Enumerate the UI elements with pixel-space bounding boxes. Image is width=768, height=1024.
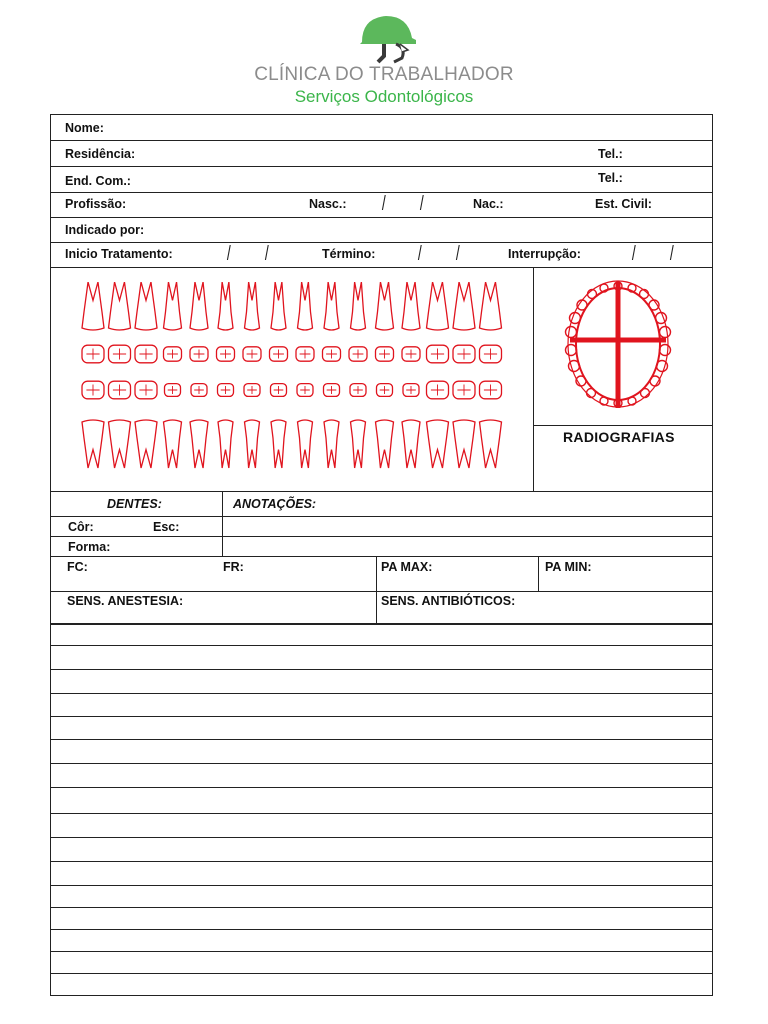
label-fc: FC: bbox=[67, 560, 88, 574]
label-sens-antibioticos: SENS. ANTIBIÓTICOS: bbox=[381, 594, 516, 608]
upper-crown[interactable] bbox=[480, 345, 502, 363]
row-indicado-por bbox=[51, 218, 712, 243]
upper-tooth[interactable] bbox=[351, 282, 366, 330]
date-slash: / bbox=[417, 243, 422, 265]
upper-tooth[interactable] bbox=[427, 282, 449, 330]
lower-tooth[interactable] bbox=[245, 420, 260, 468]
upper-crown[interactable] bbox=[323, 347, 341, 361]
upper-tooth[interactable] bbox=[245, 282, 260, 330]
upper-crown[interactable] bbox=[190, 347, 208, 361]
lower-tooth[interactable] bbox=[402, 420, 420, 468]
upper-crown[interactable] bbox=[296, 347, 314, 361]
note-line[interactable] bbox=[51, 716, 712, 717]
label-tel-2: Tel.: bbox=[598, 171, 623, 185]
note-line[interactable] bbox=[51, 624, 712, 625]
label-tel-1: Tel.: bbox=[598, 147, 623, 161]
upper-tooth[interactable] bbox=[402, 282, 420, 330]
upper-tooth[interactable] bbox=[135, 282, 157, 330]
upper-crown[interactable] bbox=[243, 347, 261, 361]
row-profissao bbox=[51, 193, 712, 218]
row-end-com bbox=[51, 167, 712, 193]
lower-crown[interactable] bbox=[109, 381, 131, 399]
upper-crown[interactable] bbox=[427, 345, 449, 363]
note-line[interactable] bbox=[51, 837, 712, 838]
upper-crown[interactable] bbox=[453, 345, 475, 363]
note-line[interactable] bbox=[51, 669, 712, 670]
note-line[interactable] bbox=[51, 813, 712, 814]
lower-crown[interactable] bbox=[271, 384, 287, 397]
lower-crown[interactable] bbox=[218, 384, 234, 397]
note-line[interactable] bbox=[51, 951, 712, 952]
radiografias-label: RADIOGRAFIAS bbox=[563, 429, 675, 445]
note-line[interactable] bbox=[51, 907, 712, 908]
lower-tooth[interactable] bbox=[135, 420, 157, 468]
lower-crown[interactable] bbox=[480, 381, 502, 399]
upper-crown[interactable] bbox=[109, 345, 131, 363]
date-slash: / bbox=[455, 243, 460, 265]
upper-tooth[interactable] bbox=[298, 282, 313, 330]
tooth-chart bbox=[73, 282, 513, 482]
upper-crown[interactable] bbox=[402, 347, 420, 361]
note-line[interactable] bbox=[51, 693, 712, 694]
row-forma bbox=[51, 537, 712, 557]
label-anotacoes: ANOTAÇÕES: bbox=[233, 497, 317, 511]
date-slash: / bbox=[631, 243, 636, 265]
row-tratamento bbox=[51, 243, 712, 268]
label-profissao: Profissão: bbox=[65, 197, 127, 211]
row-nome bbox=[51, 115, 712, 141]
label-residencia: Residência: bbox=[65, 147, 136, 161]
lower-tooth[interactable] bbox=[82, 420, 104, 468]
upper-crown[interactable] bbox=[217, 347, 235, 361]
arch-diagram bbox=[562, 278, 674, 412]
lower-crown[interactable] bbox=[82, 381, 104, 399]
label-sens-anestesia: SENS. ANESTESIA: bbox=[67, 594, 184, 608]
upper-crown[interactable] bbox=[270, 347, 288, 361]
lower-tooth[interactable] bbox=[324, 420, 339, 468]
lower-crown[interactable] bbox=[453, 381, 475, 399]
clinic-subtitle: Serviços Odontológicos bbox=[294, 87, 474, 106]
upper-tooth[interactable] bbox=[109, 282, 131, 330]
lower-crown[interactable] bbox=[403, 384, 419, 397]
label-nasc: Nasc.: bbox=[309, 197, 347, 211]
patient-form bbox=[50, 114, 713, 996]
upper-crown[interactable] bbox=[164, 347, 182, 361]
lower-tooth[interactable] bbox=[351, 420, 366, 468]
upper-tooth[interactable] bbox=[190, 282, 208, 330]
row-vitals bbox=[51, 557, 712, 592]
lower-crown[interactable] bbox=[297, 384, 313, 397]
note-line[interactable] bbox=[51, 645, 712, 646]
lower-crown[interactable] bbox=[244, 384, 260, 397]
note-line[interactable] bbox=[51, 885, 712, 886]
label-esc: Esc: bbox=[153, 520, 180, 534]
lower-crown[interactable] bbox=[427, 381, 449, 399]
upper-tooth[interactable] bbox=[218, 282, 233, 330]
label-termino: Término: bbox=[322, 247, 376, 261]
upper-crown[interactable] bbox=[82, 345, 104, 363]
note-line[interactable] bbox=[51, 739, 712, 740]
row-residencia bbox=[51, 141, 712, 167]
lower-tooth[interactable] bbox=[298, 420, 313, 468]
label-est-civil: Est. Civil: bbox=[595, 197, 652, 211]
upper-tooth[interactable] bbox=[480, 282, 502, 330]
date-slash: / bbox=[264, 243, 269, 265]
lower-tooth[interactable] bbox=[480, 420, 502, 468]
label-fr: FR: bbox=[223, 560, 244, 574]
label-dentes: DENTES: bbox=[107, 497, 162, 511]
lower-tooth[interactable] bbox=[376, 420, 394, 468]
lower-tooth[interactable] bbox=[164, 420, 182, 468]
upper-tooth[interactable] bbox=[376, 282, 394, 330]
clinic-name: CLÍNICA DO TRABALHADOR bbox=[254, 64, 514, 85]
lower-tooth[interactable] bbox=[218, 420, 233, 468]
label-indicado-por: Indicado por: bbox=[65, 223, 145, 237]
upper-crown[interactable] bbox=[376, 347, 394, 361]
dental-chart-area bbox=[51, 268, 712, 492]
label-inicio-tratamento: Inicio Tratamento: bbox=[65, 247, 173, 261]
lower-tooth[interactable] bbox=[453, 420, 475, 468]
label-pa-max: PA MAX: bbox=[381, 560, 433, 574]
label-pa-min: PA MIN: bbox=[545, 560, 592, 574]
date-slash: / bbox=[419, 193, 424, 215]
label-interrupcao: Interrupção: bbox=[508, 247, 581, 261]
date-slash: / bbox=[226, 243, 231, 265]
upper-tooth[interactable] bbox=[453, 282, 475, 330]
lower-crown[interactable] bbox=[350, 384, 366, 397]
note-line[interactable] bbox=[51, 787, 712, 788]
upper-tooth[interactable] bbox=[271, 282, 286, 330]
lower-crown[interactable] bbox=[135, 381, 157, 399]
lower-tooth[interactable] bbox=[427, 420, 449, 468]
label-cor: Côr: bbox=[68, 520, 94, 534]
lower-tooth[interactable] bbox=[190, 420, 208, 468]
label-forma: Forma: bbox=[68, 540, 111, 554]
lower-crown[interactable] bbox=[165, 384, 181, 397]
row-sensitivities bbox=[51, 592, 712, 624]
note-line[interactable] bbox=[51, 973, 712, 974]
date-slash: / bbox=[381, 193, 386, 215]
row-cor-esc bbox=[51, 517, 712, 537]
upper-tooth[interactable] bbox=[164, 282, 182, 330]
date-slash: / bbox=[669, 243, 674, 265]
upper-crown[interactable] bbox=[349, 347, 367, 361]
helmet-worker-icon bbox=[356, 8, 420, 64]
label-nome: Nome: bbox=[65, 121, 104, 135]
upper-tooth[interactable] bbox=[324, 282, 339, 330]
note-line[interactable] bbox=[51, 763, 712, 764]
lower-crown[interactable] bbox=[324, 384, 340, 397]
lower-crown[interactable] bbox=[191, 384, 207, 397]
lower-tooth[interactable] bbox=[271, 420, 286, 468]
note-line[interactable] bbox=[51, 929, 712, 930]
row-dentes-header bbox=[51, 492, 712, 517]
upper-tooth[interactable] bbox=[82, 282, 104, 330]
lower-tooth[interactable] bbox=[109, 420, 131, 468]
label-nac: Nac.: bbox=[473, 197, 504, 211]
label-end-com: End. Com.: bbox=[65, 174, 131, 188]
note-line[interactable] bbox=[51, 861, 712, 862]
upper-crown[interactable] bbox=[135, 345, 157, 363]
lower-crown[interactable] bbox=[377, 384, 393, 397]
